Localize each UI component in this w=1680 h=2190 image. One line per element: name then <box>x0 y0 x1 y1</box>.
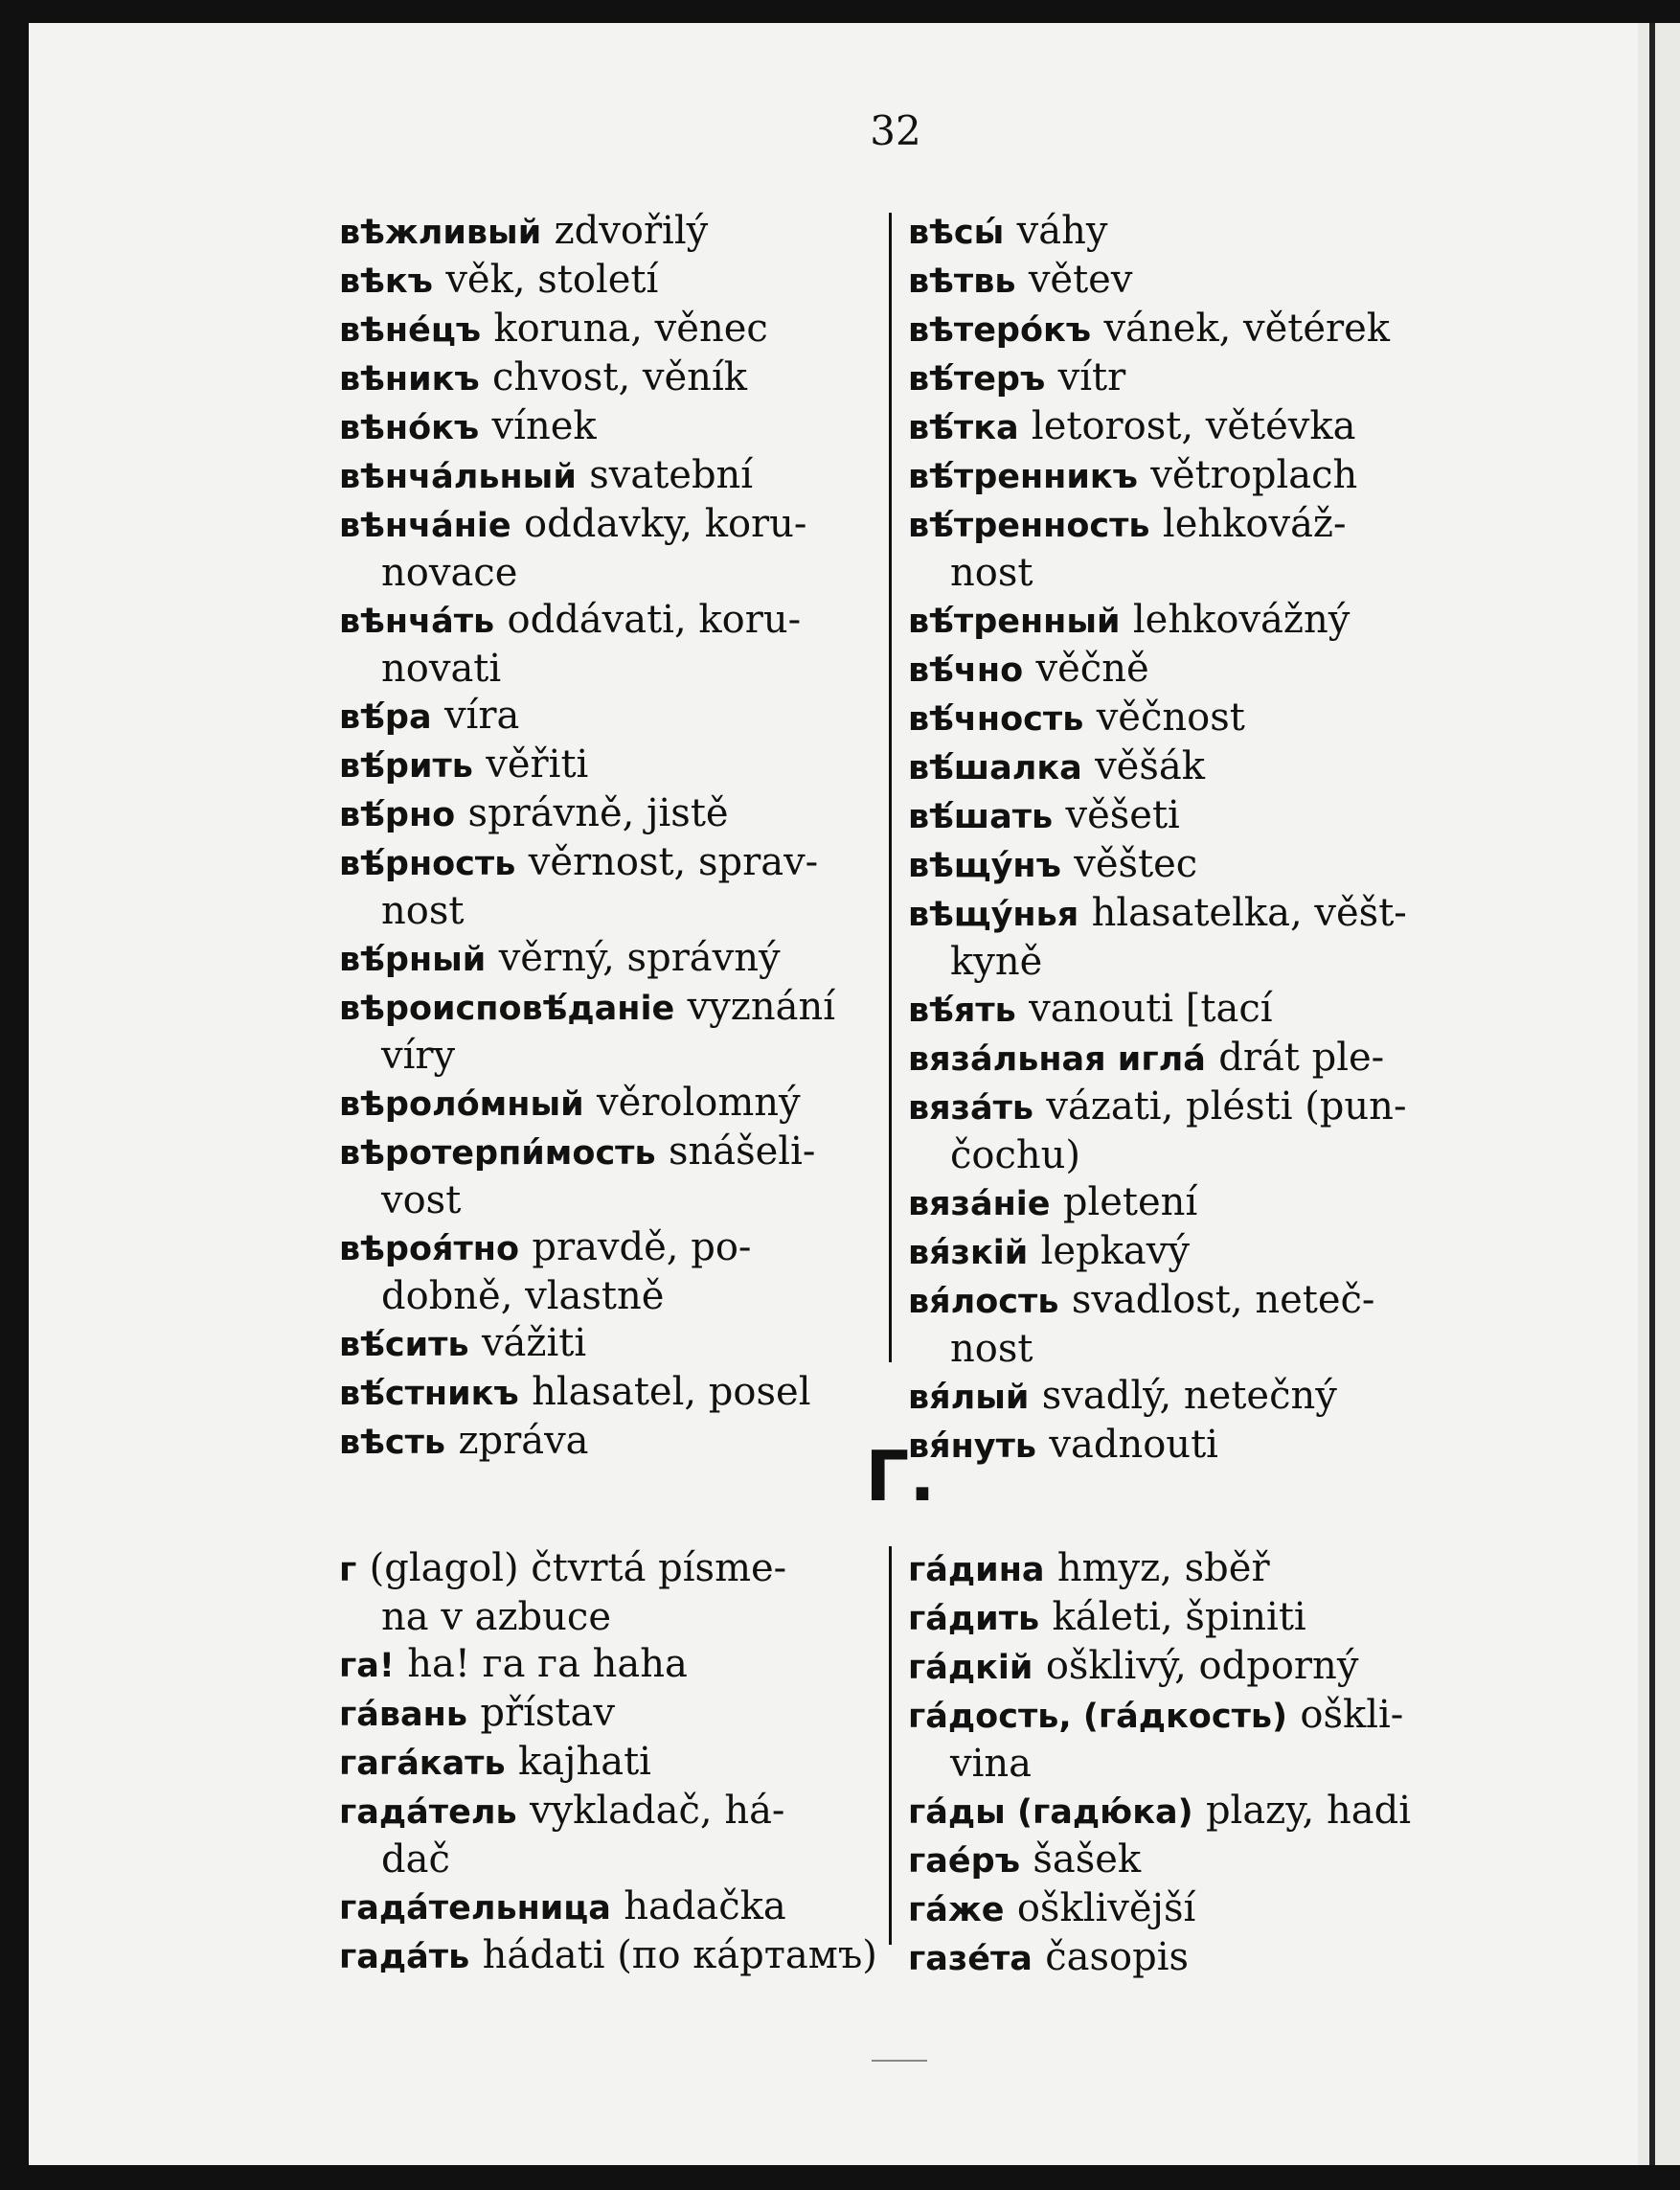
dictionary-entry <box>339 402 875 451</box>
dictionary-entry <box>339 692 875 741</box>
dictionary-entry <box>908 500 1464 549</box>
dictionary-entry <box>339 207 875 256</box>
headword: вѣ́тка <box>908 409 1019 447</box>
translation: hadačka <box>624 1884 786 1928</box>
entry-continuation <box>339 1836 875 1882</box>
translation: přístav <box>480 1691 615 1735</box>
headword: вязáніе <box>908 1185 1051 1223</box>
column-divider-top <box>889 213 892 1362</box>
dictionary-entry <box>908 791 1464 840</box>
translation: chvost, věník <box>492 355 747 399</box>
headword: гадáтель <box>339 1793 517 1832</box>
dictionary-entry <box>908 596 1464 645</box>
dictionary-entry <box>908 1933 1464 1982</box>
translation: oddávati, koru- <box>507 598 802 642</box>
dictionary-entry <box>339 596 875 645</box>
translation: věrolomný <box>597 1081 801 1125</box>
dictionary-entry <box>908 1691 1464 1740</box>
translation: drát ple- <box>1218 1036 1385 1080</box>
dictionary-entry <box>908 305 1464 354</box>
translation: svadlý, netečný <box>1041 1374 1337 1418</box>
dictionary-entry <box>908 1787 1464 1836</box>
translation: kyně <box>950 940 1043 984</box>
translation: hádati (по кáртамъ) <box>482 1933 877 1977</box>
column-top-right <box>908 207 1464 1470</box>
headword: гаéръ <box>908 1842 1020 1881</box>
dictionary-entry <box>908 1836 1464 1884</box>
dictionary-entry <box>908 742 1464 791</box>
translation: nost <box>950 551 1033 595</box>
dictionary-entry <box>339 838 875 887</box>
translation: vost <box>381 1178 462 1222</box>
headword: вѣ́рить <box>339 747 473 786</box>
headword: гáже <box>908 1891 1005 1929</box>
entry-continuation <box>339 645 875 692</box>
headword: вя́зкій <box>908 1234 1029 1272</box>
dictionary-entry <box>339 1544 875 1593</box>
translation: vanouti [tací <box>1029 987 1273 1031</box>
headword: гáдина <box>908 1551 1045 1589</box>
scan-bottom-border <box>0 2165 1680 2190</box>
headword: вѣ́шалка <box>908 749 1082 787</box>
translation: vina <box>950 1742 1032 1786</box>
translation: vykladač, há- <box>529 1789 785 1833</box>
dictionary-entry <box>339 500 875 549</box>
entry-continuation <box>339 887 875 934</box>
translation: větev <box>1028 258 1133 302</box>
scan-top-border <box>0 0 1680 23</box>
headword: вѣ́стникъ <box>339 1375 519 1413</box>
dictionary-entry <box>339 1931 875 1980</box>
next-page-edge <box>1638 23 1680 2165</box>
dictionary-entry <box>339 1689 875 1738</box>
dictionary-entry <box>908 256 1464 305</box>
page-edge-line <box>1649 23 1655 2165</box>
translation: věšeti <box>1065 793 1180 837</box>
headword: гáды (гадю́ка) <box>908 1793 1193 1832</box>
translation: pravdě, po- <box>532 1225 752 1269</box>
headword: вѣнчáльный <box>339 458 577 496</box>
dictionary-entry <box>339 1128 875 1176</box>
translation: kajhati <box>517 1740 651 1784</box>
headword: вѣтерóкъ <box>908 311 1092 350</box>
headword: вѣ́сить <box>339 1326 469 1364</box>
headword: вѣнéцъ <box>339 311 482 350</box>
dictionary-entry <box>339 1223 875 1272</box>
dictionary-entry <box>908 1227 1464 1276</box>
dictionary-entry <box>339 1319 875 1368</box>
headword: вязáльная иглá <box>908 1040 1206 1079</box>
headword: вѣ́ять <box>908 992 1016 1030</box>
dictionary-entry <box>339 305 875 354</box>
translation: věštec <box>1074 842 1198 886</box>
headword: вѣщýнъ <box>908 847 1061 885</box>
column-bottom-right <box>908 1544 1464 1982</box>
headword: вѣ́тренникъ <box>908 458 1138 496</box>
dictionary-entry <box>908 1034 1464 1083</box>
dictionary-entry <box>339 1417 875 1466</box>
entry-continuation <box>908 1131 1464 1178</box>
headword: вя́лость <box>908 1283 1059 1321</box>
translation: vázati, plésti (pun- <box>1046 1084 1407 1129</box>
translation: koruna, věnec <box>493 307 768 351</box>
translation: ošklivý, odporný <box>1045 1644 1359 1688</box>
translation: hlasatelka, věšt- <box>1091 891 1407 935</box>
translation: pletení <box>1062 1180 1198 1224</box>
dictionary-entry <box>908 1593 1464 1642</box>
headword: гадáтельница <box>339 1889 611 1928</box>
translation: věšák <box>1095 744 1205 788</box>
dictionary-entry <box>339 1882 875 1931</box>
translation: víra <box>443 694 520 738</box>
translation: váhy <box>1016 209 1108 253</box>
dictionary-entry <box>908 985 1464 1034</box>
translation: lepkavý <box>1040 1229 1190 1273</box>
entry-continuation <box>339 1272 875 1319</box>
headword: газéта <box>908 1940 1033 1978</box>
headword: вѣ́рность <box>339 845 516 883</box>
headword: вѣнóкъ <box>339 409 480 447</box>
column-bottom-left <box>339 1544 875 1980</box>
headword: вѣроя́тно <box>339 1230 519 1268</box>
headword: гáдкій <box>908 1649 1033 1687</box>
dictionary-entry <box>339 256 875 305</box>
column-top-left <box>339 207 875 1466</box>
translation: svadlost, neteč- <box>1071 1278 1375 1322</box>
translation: správně, jistě <box>467 791 729 835</box>
headword: г <box>339 1551 357 1589</box>
headword: гáвань <box>339 1696 467 1734</box>
headword: вѣ́теръ <box>908 360 1046 399</box>
headword: вѣ́чность <box>908 700 1084 739</box>
headword: вѣсть <box>339 1424 446 1462</box>
translation: (glagol) čtvrtá písme- <box>369 1546 787 1590</box>
entry-continuation <box>339 1032 875 1079</box>
headword: вѣжливый <box>339 214 542 252</box>
translation: nost <box>381 889 465 933</box>
headword: вя́нуть <box>908 1427 1037 1466</box>
dictionary-entry <box>908 694 1464 742</box>
translation: vadnouti <box>1049 1423 1218 1467</box>
translation: snášeli- <box>668 1129 816 1174</box>
headword: вѣкъ <box>339 262 433 301</box>
dictionary-entry <box>908 354 1464 402</box>
entry-continuation <box>908 1325 1464 1372</box>
headword: вѣ́чно <box>908 651 1024 690</box>
headword: вѣникъ <box>339 360 480 399</box>
translation: hmyz, sběř <box>1056 1546 1270 1590</box>
dictionary-entry <box>908 1083 1464 1131</box>
headword: гагáкать <box>339 1745 506 1783</box>
headword: вѣ́тренный <box>908 603 1121 641</box>
headword: вѣтвь <box>908 262 1016 301</box>
dictionary-entry <box>908 451 1464 500</box>
entry-continuation <box>908 549 1464 596</box>
dictionary-entry <box>908 840 1464 889</box>
headword: вѣ́шать <box>908 798 1054 836</box>
dictionary-entry <box>908 402 1464 451</box>
headword: вѣщýнья <box>908 896 1079 934</box>
translation: letorost, větévka <box>1031 404 1356 448</box>
headword: вѣролóмный <box>339 1085 584 1124</box>
headword: вѣсы́ <box>908 214 1005 252</box>
dictionary-entry <box>908 1884 1464 1933</box>
headword: гáдость, (гáдкость) <box>908 1698 1287 1736</box>
headword: вѣроисповѣ́даніе <box>339 990 675 1028</box>
translation: věk, století <box>445 258 659 302</box>
headword: га! <box>339 1647 395 1685</box>
headword: вѣротерпи́мость <box>339 1134 656 1173</box>
translation: věrný, správný <box>498 936 781 980</box>
headword: вѣнчáть <box>339 603 495 641</box>
headword: вѣ́рно <box>339 796 456 834</box>
translation: nost <box>950 1327 1033 1371</box>
translation: zpráva <box>458 1419 589 1463</box>
dictionary-entry <box>908 207 1464 256</box>
section-heading: Г. <box>865 1436 936 1517</box>
translation: hlasatel, posel <box>532 1370 811 1414</box>
dictionary-entry <box>908 1421 1464 1470</box>
translation: šašek <box>1033 1837 1142 1882</box>
dictionary-entry <box>908 1276 1464 1325</box>
dictionary-entry <box>908 1642 1464 1691</box>
translation: větroplach <box>1150 453 1358 497</box>
dictionary-entry <box>339 1640 875 1689</box>
dictionary-entry <box>339 789 875 838</box>
dictionary-entry <box>908 645 1464 694</box>
page-number: 32 <box>870 107 921 154</box>
translation: lehkováž- <box>1162 502 1347 546</box>
translation: čochu) <box>950 1133 1081 1177</box>
headword: вѣ́рный <box>339 941 487 979</box>
translation: vánek, větérek <box>1103 307 1391 351</box>
headword: гáдить <box>908 1600 1040 1638</box>
dictionary-entry <box>339 983 875 1032</box>
translation: časopis <box>1045 1935 1190 1979</box>
dictionary-entry <box>908 1178 1464 1227</box>
translation: vyznání <box>687 985 836 1029</box>
entry-continuation <box>339 1176 875 1223</box>
translation: lehkovážný <box>1132 598 1351 642</box>
translation: víry <box>381 1034 456 1078</box>
translation: dobně, vlastně <box>381 1274 665 1318</box>
headword: вя́лый <box>908 1379 1030 1417</box>
translation: ha! га га haha <box>407 1642 688 1686</box>
dictionary-entry <box>908 1544 1464 1593</box>
translation: plazy, hadi <box>1205 1789 1411 1833</box>
translation: káleti, špiniti <box>1052 1595 1306 1639</box>
translation: novati <box>381 647 502 691</box>
headword: гадáть <box>339 1938 470 1976</box>
translation: na v azbuce <box>381 1595 611 1639</box>
dictionary-entry <box>339 1787 875 1836</box>
headword: вѣ́ра <box>339 698 432 737</box>
translation: vínek <box>491 404 597 448</box>
translation: svatební <box>589 453 754 497</box>
translation: věčnost <box>1096 696 1245 740</box>
headword: вязáть <box>908 1089 1033 1128</box>
translation: ošklivější <box>1016 1886 1196 1930</box>
headword: вѣ́тренность <box>908 507 1150 545</box>
dictionary-entry <box>339 1079 875 1128</box>
dictionary-entry <box>908 889 1464 938</box>
entry-continuation <box>339 549 875 596</box>
dictionary-entry <box>339 741 875 789</box>
dictionary-entry <box>339 1738 875 1787</box>
headword: вѣнчáніе <box>339 507 511 545</box>
entry-continuation <box>908 1740 1464 1787</box>
translation: vítr <box>1057 355 1126 399</box>
dictionary-entry <box>908 1372 1464 1421</box>
translation: věčně <box>1035 647 1149 691</box>
entry-continuation <box>908 938 1464 985</box>
dictionary-entry <box>339 934 875 983</box>
column-divider-bottom <box>889 1546 892 1945</box>
translation: oddavky, koru- <box>524 502 807 546</box>
translation: zdvořilý <box>554 209 709 253</box>
translation: novace <box>381 551 518 595</box>
translation: věřiti <box>486 742 589 787</box>
translation: oškli- <box>1300 1693 1404 1737</box>
translation: věrnost, sprav- <box>528 840 819 884</box>
translation: vážiti <box>481 1321 587 1365</box>
dictionary-entry <box>339 451 875 500</box>
dictionary-entry <box>339 354 875 402</box>
dictionary-entry <box>339 1368 875 1417</box>
page-footer-mark <box>872 2060 927 2062</box>
entry-continuation <box>339 1593 875 1640</box>
translation: dač <box>381 1837 450 1882</box>
